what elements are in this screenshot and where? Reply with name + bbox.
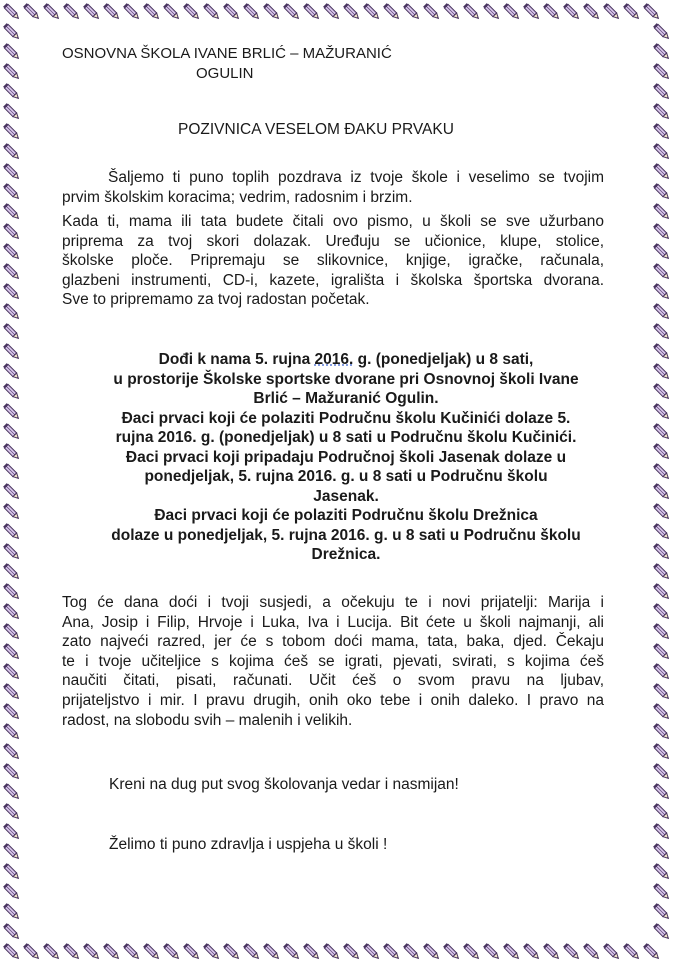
intro-paragraph [62, 168, 604, 207]
text-line: Đaci prvaci koji će polaziti Područnu školu Kučinići dolaze 5. [121, 409, 571, 427]
text-line [78, 350, 614, 370]
preparations-paragraph [62, 212, 604, 310]
closing-line: Kreni na dug put svog školovanja vedar i nasmijan! [109, 776, 459, 793]
text-line: Sve to pripremamo za tvoj radostan početak. [62, 291, 370, 309]
text-line: Jasenak. [313, 487, 379, 505]
text-line: rujna 2016. g. (ponedjeljak) u 8 sati u Područnu školu Kučinići. [115, 429, 577, 446]
text-line: radost, na slobodu svih – malenih i velikih. [62, 711, 353, 729]
text-line: priprema za tvoj skori dolazak. Uređuju se učionice, klupe, stolice, [62, 232, 604, 250]
text-line: glazbeni instrumenti, CD-i, kazete, igrališta i školska športska dvorana. [62, 271, 604, 289]
text-line: Tog će dana doći i tvoji susjedi, a očekuju te i novi prijatelji: Marija i [62, 594, 604, 611]
invitation-details [78, 350, 614, 565]
text-line: ponedjeljak, 5. rujna 2016. g. u 8 sati u Područnu školu [144, 468, 548, 485]
letter-title: POZIVNICA VESELOM ĐAKU PRVAKU [178, 121, 454, 138]
text-line: Ana, Josip i Filip, Hrvoje i Luka, Iva i Lucija. Bit ćete u školi najmanji, ali [62, 613, 604, 631]
text-line: te i tvoje učiteljice s kojima ćeš se igrati, pjevati, svirati, s kojima ćeš [62, 652, 604, 670]
text-line: školske ploče. Pripremaju se slikovnice, knjige, igračke, računala, [62, 252, 604, 270]
text-segment: g. (ponedjeljak) u 8 sati, [353, 351, 534, 368]
text-line: prvim školskim koracima; vedrim, radosnim i brzim. [62, 188, 413, 206]
school-town: OGULIN [196, 65, 254, 82]
text-line: naučiti čitati, pisati, računati. Učit ćeš o svom pravu na ljubav, [62, 672, 604, 690]
text-line: zato najveći razred, jer će s tobom doći mama, tata, baka, djed. Čekaju [62, 633, 604, 651]
text-line: Kada ti, mama ili tata budete čitali ovo pismo, u školi se sve užurbano [62, 213, 604, 230]
closing-wish: Želimo ti puno zdravlja i uspjeha u školi ! [109, 836, 388, 853]
text-line: dolaze u ponedjeljak, 5. rujna 2016. g. u 8 sati u Područnu školu [111, 526, 581, 544]
text-line: Brlić – Mažuranić Ogulin. [253, 390, 439, 407]
text-segment: Dođi k nama 5. rujna [158, 351, 315, 368]
text-line: u prostorije Školske sportske dvorane pri Osnovnoj školi Ivane [113, 370, 579, 388]
school-name: OSNOVNA ŠKOLA IVANE BRLIĆ – MAŽURANIĆ [62, 45, 392, 62]
text-line: Đaci prvaci koji će polaziti Područnu školu Drežnica [154, 507, 538, 524]
year-text: 2016. [314, 351, 354, 368]
text-line: Šaljemo ti puno toplih pozdrava iz tvoje škole i veselimo se tvojim [108, 169, 604, 186]
text-line: Đaci prvaci koji pripadaju Područnoj školi Jasenak dolaze u [125, 448, 567, 466]
friends-paragraph [62, 593, 604, 730]
text-line: prijateljstvo i mir. I pravu drugih, onih oko tebe i onih daleko. I pravo na [62, 691, 604, 709]
text-line: Drežnica. [311, 546, 381, 563]
